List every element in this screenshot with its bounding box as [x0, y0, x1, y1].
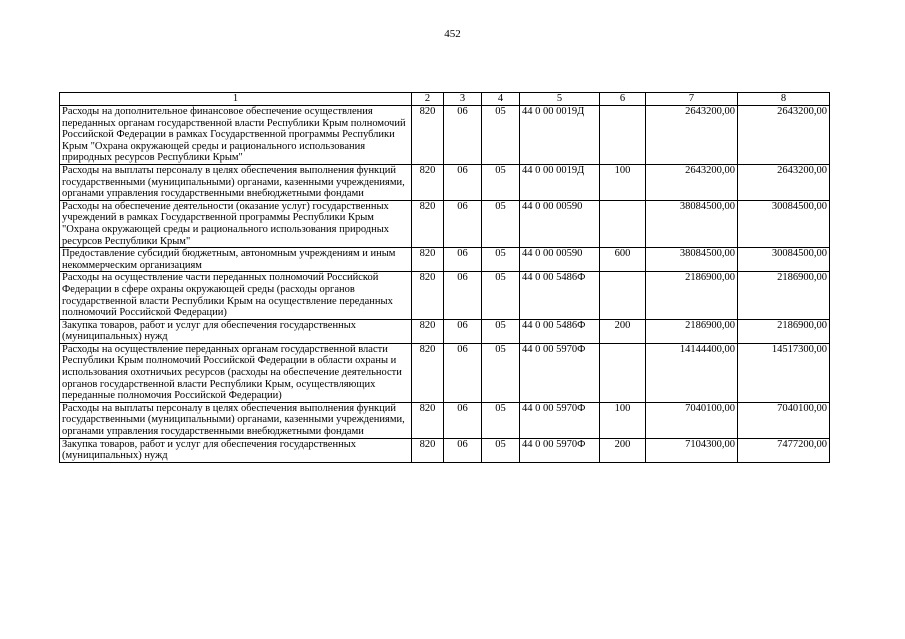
amount-year1-cell: 38084500,00 — [646, 248, 738, 272]
table-row — [60, 343, 830, 402]
amount-year2-cell: 7040100,00 — [738, 402, 830, 438]
section-code-cell: 06 — [444, 272, 482, 319]
amount-year2-cell: 2643200,00 — [738, 164, 830, 200]
table-row — [60, 106, 830, 165]
amount-year1-cell: 2643200,00 — [646, 106, 738, 165]
subsection-code-cell: 05 — [482, 438, 520, 462]
target-article-cell: 44 0 00 00590 — [520, 248, 600, 272]
header-cell-4: 4 — [482, 93, 520, 106]
expense-name-cell: Расходы на выплаты персоналу в целях обеспечения выполнения функций государственными (муниципальными) органами, казенными учреждениями, органами управления государственными внебюджетными фондами — [60, 164, 412, 200]
subsection-code-cell: 05 — [482, 248, 520, 272]
header-cell-8: 8 — [738, 93, 830, 106]
section-code-cell: 06 — [444, 164, 482, 200]
amount-year1-cell: 2186900,00 — [646, 319, 738, 343]
amount-year2-cell: 2643200,00 — [738, 106, 830, 165]
target-article-cell: 44 0 00 5970Ф — [520, 343, 600, 402]
subsection-code-cell: 05 — [482, 319, 520, 343]
section-code-cell: 06 — [444, 402, 482, 438]
ministry-code-cell: 820 — [412, 106, 444, 165]
amount-year2-cell: 7477200,00 — [738, 438, 830, 462]
ministry-code-cell: 820 — [412, 248, 444, 272]
amount-year2-cell: 14517300,00 — [738, 343, 830, 402]
table-row — [60, 402, 830, 438]
target-article-cell: 44 0 00 5970Ф — [520, 438, 600, 462]
header-cell-6: 6 — [600, 93, 646, 106]
ministry-code-cell: 820 — [412, 272, 444, 319]
expense-name-cell: Предоставление субсидий бюджетным, автономным учреждениям и иным некоммерческим организациям — [60, 248, 412, 272]
table-row — [60, 164, 830, 200]
header-cell-7: 7 — [646, 93, 738, 106]
page-number: 452 — [444, 28, 461, 40]
subsection-code-cell: 05 — [482, 106, 520, 165]
amount-year1-cell: 7104300,00 — [646, 438, 738, 462]
amount-year2-cell: 30084500,00 — [738, 200, 830, 247]
section-code-cell: 06 — [444, 106, 482, 165]
expense-type-cell: 100 — [600, 164, 646, 200]
subsection-code-cell: 05 — [482, 200, 520, 247]
expense-name-cell: Расходы на дополнительное финансовое обеспечение осуществления переданных органам государственной власти Республики Крым полномочий Российской Федерации в рамках Государственной программы Республики Крым "Охрана окружающей среды и рационального использования природных ресурсов Республики Крым" — [60, 106, 412, 165]
subsection-code-cell: 05 — [482, 343, 520, 402]
expense-name-cell: Расходы на выплаты персоналу в целях обеспечения выполнения функций государственными (муниципальными) органами, казенными учреждениями, органами управления государственными внебюджетными фондами — [60, 402, 412, 438]
ministry-code-cell: 820 — [412, 200, 444, 247]
section-code-cell: 06 — [444, 200, 482, 247]
header-cell-1: 1 — [60, 93, 412, 106]
amount-year1-cell: 14144400,00 — [646, 343, 738, 402]
section-code-cell: 06 — [444, 438, 482, 462]
table-row — [60, 248, 830, 272]
expense-type-cell: 200 — [600, 438, 646, 462]
expense-name-cell: Закупка товаров, работ и услуг для обеспечения государственных (муниципальных) нужд — [60, 438, 412, 462]
target-article-cell: 44 0 00 0019Д — [520, 106, 600, 165]
amount-year1-cell: 2186900,00 — [646, 272, 738, 319]
target-article-cell: 44 0 00 5970Ф — [520, 402, 600, 438]
amount-year2-cell: 30084500,00 — [738, 248, 830, 272]
header-cell-2: 2 — [412, 93, 444, 106]
amount-year2-cell: 2186900,00 — [738, 319, 830, 343]
expense-name-cell: Расходы на осуществление переданных органам государственной власти Республики Крым полномочий Российской Федерации в области охраны и использования охотничьих ресурсов (расходы на обеспечение деятельности органов государственной власти Республики Крым, осуществляющих переданные полномочия Российской Федерации) — [60, 343, 412, 402]
section-code-cell: 06 — [444, 248, 482, 272]
budget-table — [59, 92, 830, 463]
amount-year1-cell: 2643200,00 — [646, 164, 738, 200]
expense-type-cell — [600, 343, 646, 402]
ministry-code-cell: 820 — [412, 319, 444, 343]
target-article-cell: 44 0 00 5486Ф — [520, 319, 600, 343]
expense-type-cell: 100 — [600, 402, 646, 438]
table-row — [60, 200, 830, 247]
target-article-cell: 44 0 00 00590 — [520, 200, 600, 247]
section-code-cell: 06 — [444, 343, 482, 402]
target-article-cell: 44 0 00 5486Ф — [520, 272, 600, 319]
header-cell-3: 3 — [444, 93, 482, 106]
amount-year1-cell: 38084500,00 — [646, 200, 738, 247]
amount-year2-cell: 2186900,00 — [738, 272, 830, 319]
table-row — [60, 272, 830, 319]
subsection-code-cell: 05 — [482, 164, 520, 200]
table-row — [60, 319, 830, 343]
header-cell-5: 5 — [520, 93, 600, 106]
table-header-row — [60, 93, 830, 106]
expense-type-cell — [600, 200, 646, 247]
subsection-code-cell: 05 — [482, 402, 520, 438]
ministry-code-cell: 820 — [412, 164, 444, 200]
expense-name-cell: Закупка товаров, работ и услуг для обеспечения государственных (муниципальных) нужд — [60, 319, 412, 343]
ministry-code-cell: 820 — [412, 343, 444, 402]
expense-name-cell: Расходы на осуществление части переданных полномочий Российской Федерации в сфере охраны окружающей среды (расходы органов государственной власти Республики Крым на осуществление переданных полномочий Российской Федерации) — [60, 272, 412, 319]
expense-type-cell: 200 — [600, 319, 646, 343]
target-article-cell: 44 0 00 0019Д — [520, 164, 600, 200]
expense-type-cell — [600, 106, 646, 165]
ministry-code-cell: 820 — [412, 438, 444, 462]
amount-year1-cell: 7040100,00 — [646, 402, 738, 438]
section-code-cell: 06 — [444, 319, 482, 343]
expense-type-cell — [600, 272, 646, 319]
table-row — [60, 438, 830, 462]
ministry-code-cell: 820 — [412, 402, 444, 438]
expense-name-cell: Расходы на обеспечение деятельности (оказание услуг) государственных учреждений в рамках Государственной программы Республики Крым "Охрана окружающей среды и рационального использования природных ресурсов Республики Крым" — [60, 200, 412, 247]
subsection-code-cell: 05 — [482, 272, 520, 319]
expense-type-cell: 600 — [600, 248, 646, 272]
